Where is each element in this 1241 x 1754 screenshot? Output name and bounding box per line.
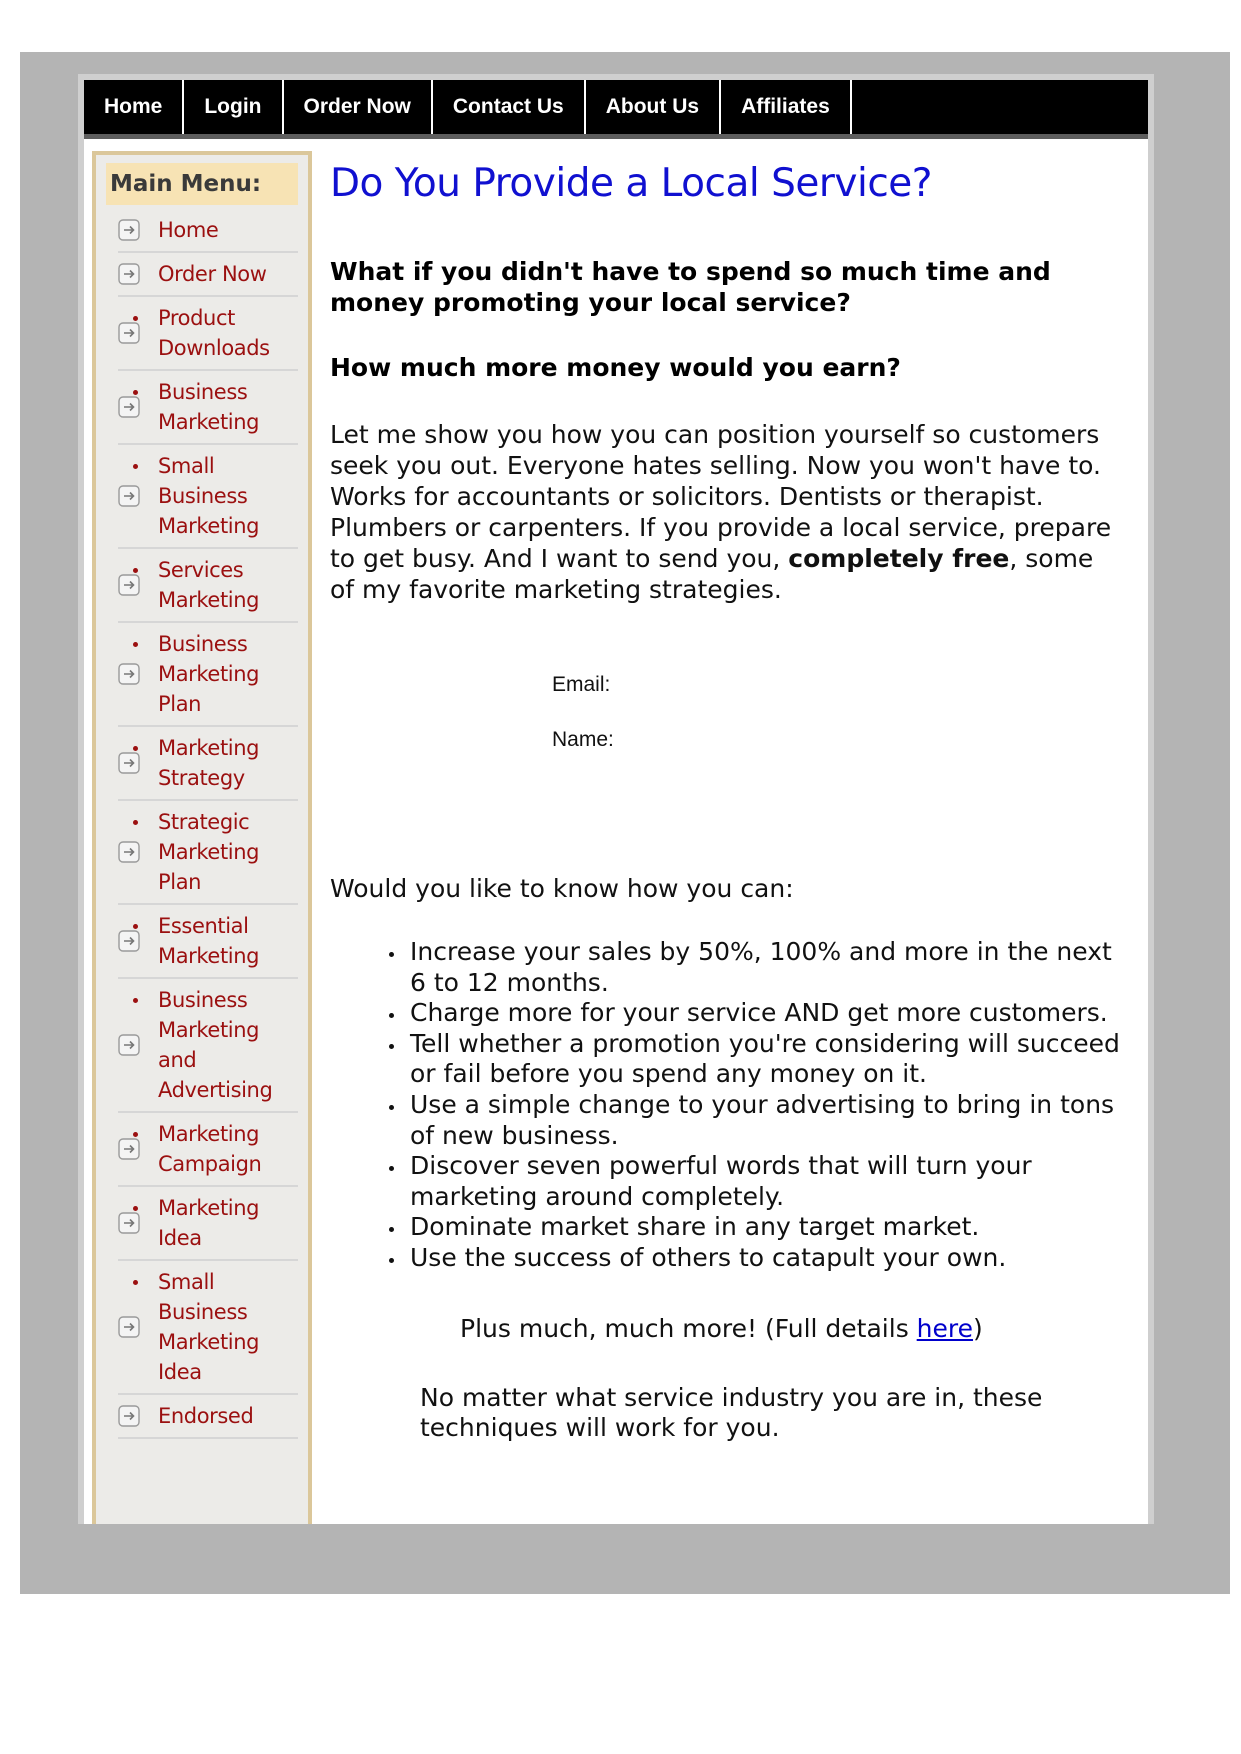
arrow-icon xyxy=(118,752,142,774)
sidebar-item-label xyxy=(158,303,270,363)
sidebar-item-line: Business xyxy=(158,380,248,404)
sidebar-item-line: Marketing xyxy=(158,1196,260,1220)
sidebar-item-line: Marketing xyxy=(158,944,260,968)
arrow-icon xyxy=(118,219,142,241)
sidebar-item-line: Business xyxy=(158,1300,248,1324)
sidebar-item-label xyxy=(158,377,259,437)
sidebar-item[interactable] xyxy=(118,1187,298,1261)
arrow-icon xyxy=(118,1405,142,1427)
body-text-bold: completely free xyxy=(788,544,1010,573)
arrow-icon xyxy=(118,1138,142,1160)
sidebar-item-line: Product xyxy=(158,306,235,330)
arrow-icon xyxy=(118,1034,142,1056)
sidebar-item-line: Idea xyxy=(158,1226,202,1250)
nav-contact-us[interactable]: Contact Us xyxy=(433,80,586,134)
arrow-icon xyxy=(118,322,142,344)
sidebar-item-line: Plan xyxy=(158,870,202,894)
main-content xyxy=(330,160,1120,1443)
sidebar-item-line: Order Now xyxy=(158,262,267,286)
sidebar-item-line: Business xyxy=(158,632,248,656)
arrow-icon xyxy=(118,574,142,596)
sidebar-item-line: Business xyxy=(158,988,248,1012)
sidebar-item-label xyxy=(158,629,259,719)
sidebar-heading: Main Menu: xyxy=(106,163,298,205)
sidebar-item[interactable] xyxy=(118,209,298,253)
content-area xyxy=(84,80,1148,1524)
more-text: Plus much, much more! (Full details xyxy=(460,1313,917,1343)
list-item: Discover seven powerful words that will turn your marketing around completely. xyxy=(410,1151,1120,1212)
sidebar-item-line: Marketing xyxy=(158,588,260,612)
sidebar-item-line: Marketing xyxy=(158,840,260,864)
sidebar-item[interactable] xyxy=(118,1113,298,1187)
sidebar xyxy=(92,151,312,1524)
sidebar-item-line: Marketing xyxy=(158,1122,260,1146)
sidebar-item-line: Small xyxy=(158,1270,215,1294)
sidebar-item-line: Strategic xyxy=(158,810,250,834)
sidebar-item-line: Services xyxy=(158,558,244,582)
sidebar-item-label xyxy=(158,807,259,897)
sidebar-item-line: Home xyxy=(158,218,219,242)
nav-affiliates[interactable]: Affiliates xyxy=(721,80,852,134)
list-item: Charge more for your service AND get more customers. xyxy=(410,998,1120,1029)
email-row xyxy=(552,657,1120,712)
nav-login[interactable]: Login xyxy=(184,80,283,134)
sidebar-item-line: Campaign xyxy=(158,1152,262,1176)
sidebar-item-line: Plan xyxy=(158,692,202,716)
sidebar-item-line: Marketing xyxy=(158,410,260,434)
sidebar-item-label xyxy=(158,1193,259,1253)
sidebar-item[interactable] xyxy=(118,1395,298,1439)
sidebar-item-line: and xyxy=(158,1048,197,1072)
body-text-2: , some of my favorite marketing strategies. xyxy=(330,544,1094,604)
sidebar-item-line: Small xyxy=(158,454,215,478)
page-frame xyxy=(78,74,1154,1524)
arrow-icon xyxy=(118,663,142,685)
top-nav xyxy=(84,80,1148,139)
list-intro: Would you like to know how you can: xyxy=(330,874,794,903)
sidebar-item[interactable] xyxy=(118,445,298,549)
list-item: Dominate market share in any target market. xyxy=(410,1212,1120,1243)
arrow-icon xyxy=(118,930,142,952)
sidebar-item-line: Idea xyxy=(158,1360,202,1384)
sidebar-item-label xyxy=(158,733,259,793)
sidebar-item-line: Marketing xyxy=(158,1018,260,1042)
sidebar-item[interactable] xyxy=(118,1261,298,1395)
sidebar-item-label xyxy=(158,1267,259,1387)
sidebar-item-line: Downloads xyxy=(158,336,270,360)
list-item: Use the success of others to catapult your own. xyxy=(410,1243,1120,1274)
arrow-icon xyxy=(118,485,142,507)
sidebar-item[interactable] xyxy=(118,905,298,979)
sidebar-item-label xyxy=(158,1119,261,1179)
benefits-list xyxy=(330,937,1120,1274)
sidebar-item-line: Marketing xyxy=(158,736,260,760)
list-item: Increase your sales by 50%, 100% and more in the next 6 to 12 months. xyxy=(410,937,1120,998)
sidebar-item-label xyxy=(158,1401,253,1431)
sidebar-item-label xyxy=(158,555,259,615)
sidebar-item[interactable] xyxy=(118,549,298,623)
sidebar-item-label xyxy=(158,985,272,1105)
arrow-icon xyxy=(118,1212,142,1234)
sidebar-item-label xyxy=(158,259,267,289)
more-details xyxy=(460,1313,1120,1344)
sidebar-item[interactable] xyxy=(118,297,298,371)
sidebar-item-line: Marketing xyxy=(158,514,260,538)
arrow-icon xyxy=(118,841,142,863)
details-link[interactable]: here xyxy=(916,1313,974,1343)
sidebar-item-line: Endorsed xyxy=(158,1404,254,1428)
name-label: Name: xyxy=(552,727,614,751)
body-paragraph xyxy=(330,419,1120,605)
sidebar-item-line: Advertising xyxy=(158,1078,273,1102)
email-label: Email: xyxy=(552,672,611,696)
signup-form xyxy=(552,657,1120,767)
sidebar-item-line: Strategy xyxy=(158,766,245,790)
more-text-end: ) xyxy=(973,1313,983,1343)
arrow-icon xyxy=(118,396,142,418)
sidebar-menu xyxy=(118,209,298,1439)
page-title: Do You Provide a Local Service? xyxy=(330,161,932,206)
body-text-1: Let me show you how you can position yourself so customers seek you out. Everyone hates selling. Now you won't have to. Works for accountants or solicitors. Dentists or therapist. Plumbers or carpenters. If you provide a local service, prepare to get busy. And I want to send you, xyxy=(330,420,1112,573)
sidebar-item-line: Marketing xyxy=(158,662,260,686)
sidebar-item[interactable] xyxy=(118,801,298,905)
sidebar-item[interactable] xyxy=(118,623,298,727)
closing-text: No matter what service industry you are in, these techniques will work for you. xyxy=(420,1382,1043,1442)
sidebar-item[interactable] xyxy=(118,979,298,1113)
sidebar-item-line: Essential xyxy=(158,914,249,938)
nav-order-now[interactable]: Order Now xyxy=(284,80,433,134)
sidebar-item[interactable] xyxy=(118,371,298,445)
sidebar-item-line: Business xyxy=(158,484,248,508)
sidebar-item-label xyxy=(158,451,259,541)
list-item: Use a simple change to your advertising to bring in tons of new business. xyxy=(410,1090,1120,1151)
arrow-icon xyxy=(118,263,142,285)
sidebar-item-line: Marketing xyxy=(158,1330,260,1354)
sidebar-item-label xyxy=(158,215,218,245)
name-row xyxy=(552,712,1120,767)
sidebar-item-label xyxy=(158,911,259,971)
nav-about-us[interactable]: About Us xyxy=(586,80,721,134)
sidebar-item[interactable] xyxy=(118,727,298,801)
lead-question-2: How much more money would you earn? xyxy=(330,353,901,382)
arrow-icon xyxy=(118,1316,142,1338)
nav-home[interactable]: Home xyxy=(84,80,184,134)
page-background xyxy=(20,52,1230,1594)
list-item: Tell whether a promotion you're considering will succeed or fail before you spend any money on it. xyxy=(410,1028,1120,1089)
lead-question: What if you didn't have to spend so much time and money promoting your local service? xyxy=(330,257,1051,317)
sidebar-item[interactable] xyxy=(118,253,298,297)
